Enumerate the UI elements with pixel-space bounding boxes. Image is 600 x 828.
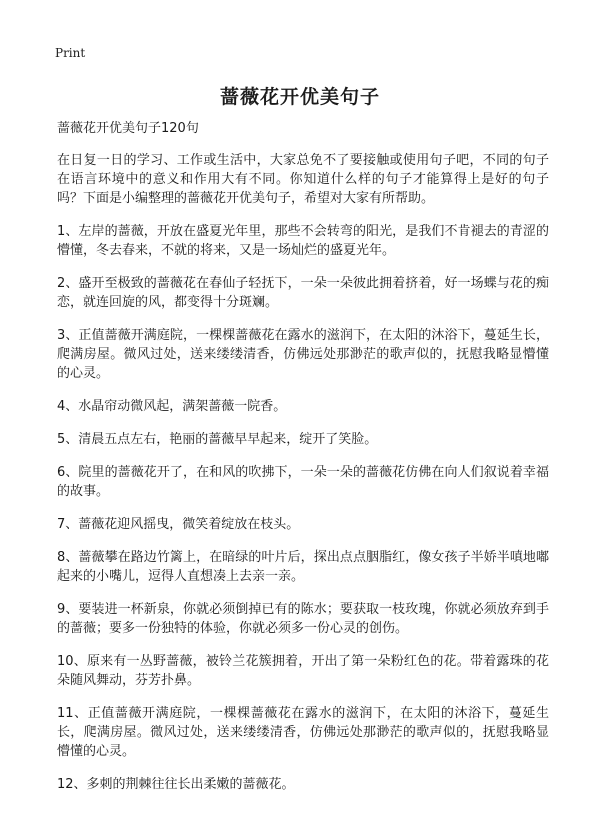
sentence-item: 7、蔷薇花迎风摇曳，微笑着绽放在枝头。 bbox=[57, 517, 300, 532]
article-subtitle: 蔷薇花开优美句子120句 bbox=[57, 121, 199, 136]
intro-paragraph: 在日复一日的学习、工作或生活中，大家总免不了要接触或使用句子吧，不同的句子在语言环境中的意义和作用大有不同。你知道什么样的句子才能算得上是好的句子吗？下面是小编整理的蔷薇花开优美句子，希望对大家有所帮助。 bbox=[57, 153, 549, 206]
sentence-item: 1、左岸的蔷薇，开放在盛夏光年里，那些不会转弯的阳光，是我们不肯褪去的青涩的懵懂，冬去春来，不就的将来，又是一场灿烂的盛夏光年。 bbox=[57, 224, 549, 258]
article-body bbox=[57, 120, 549, 808]
sentence-item: 2、盛开至极致的蔷薇花在春仙子轻抚下，一朵一朵彼此拥着挤着，好一场蝶与花的痴恋，就连回旋的风，都变得十分斑斓。 bbox=[57, 276, 549, 310]
sentence-item: 10、原来有一丛野蔷薇，被铃兰花簇拥着，开出了第一朵粉红色的花。带着露珠的花朵随风舞动，芬芳扑鼻。 bbox=[57, 654, 549, 688]
sentence-item: 9、要装进一杯新泉，你就必须倒掉已有的陈水；要获取一枝玫瑰，你就必须放弃到手的蔷薇；要多一份独特的体验，你就必须多一份心灵的创伤。 bbox=[57, 602, 549, 636]
sentence-item: 11、正值蔷薇开满庭院，一棵棵蔷薇花在露水的滋润下，在太阳的沐浴下，蔓延生长，爬满房屋。微风过处，送来缕缕清香，仿佛远处那渺茫的歌声似的，抚慰我略显懵懂的心灵。 bbox=[57, 706, 549, 759]
sentence-item: 5、清晨五点左右，艳丽的蔷薇早早起来，绽开了笑脸。 bbox=[57, 432, 378, 447]
sentence-item: 6、院里的蔷薇花开了，在和风的吹拂下，一朵一朵的蔷薇花仿佛在向人们叙说着幸福的故事。 bbox=[57, 465, 549, 499]
page-title: 蔷薇花开优美句子 bbox=[219, 86, 380, 108]
sentence-item: 3、正值蔷薇开满庭院，一棵棵蔷薇花在露水的滋润下，在太阳的沐浴下，蔓延生长，爬满房屋。微风过处，送来缕缕清香，仿佛远处那渺茫的歌声似的，抚慰我略显懵懂的心灵。 bbox=[57, 328, 549, 381]
print-link[interactable]: Print bbox=[55, 46, 86, 60]
sentence-item: 8、蔷薇攀在路边竹篱上，在暗绿的叶片后，探出点点胭脂红，像女孩子半娇半嗔地嘟起来的小嘴儿，逗得人直想凑上去亲一亲。 bbox=[57, 550, 549, 584]
sentence-item: 4、水晶帘动微风起，满架蔷薇一院香。 bbox=[57, 399, 287, 414]
sentence-item: 12、多刺的荆棘往往长出柔嫩的蔷薇花。 bbox=[57, 777, 295, 792]
